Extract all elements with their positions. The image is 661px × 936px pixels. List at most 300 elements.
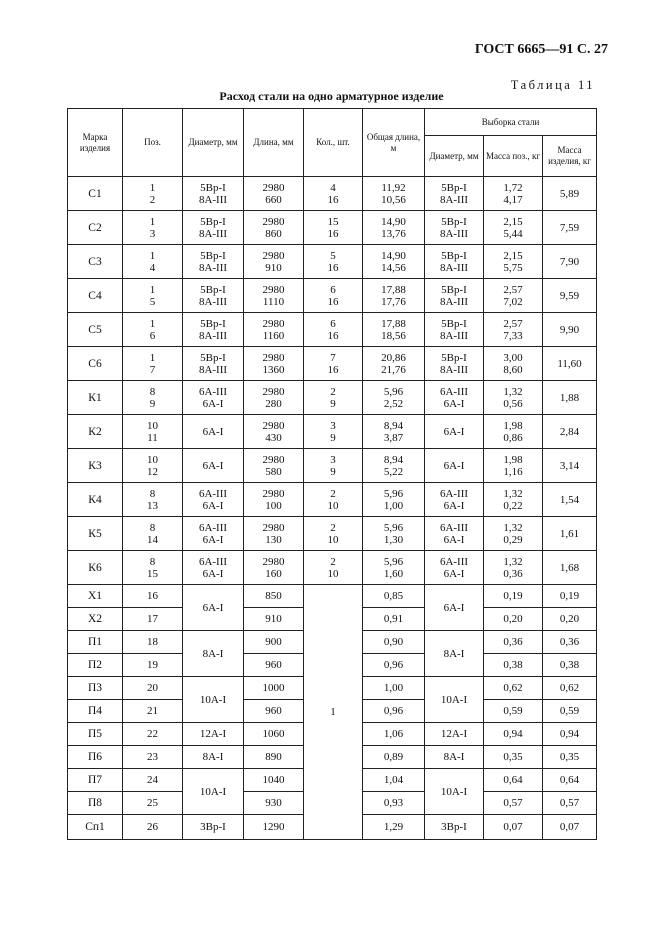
cell-v-diameter xyxy=(425,245,484,279)
cell-mass-poz: 0,20 xyxy=(484,608,543,631)
cell-length xyxy=(244,551,304,585)
cell-mass-poz xyxy=(484,551,543,585)
cell-line: 4,17 xyxy=(503,193,523,206)
cell-mark: К4 xyxy=(68,483,123,517)
cell-v-diameter xyxy=(425,211,484,245)
cell-line: 1,30 xyxy=(383,533,404,546)
cell-line: 280 xyxy=(265,397,282,410)
table-row xyxy=(68,381,597,415)
table-row xyxy=(68,585,597,608)
table-row xyxy=(68,415,597,449)
cell-poz xyxy=(123,279,183,313)
cell-total-length: 0,85 xyxy=(363,585,425,608)
cell-length: 850 xyxy=(244,585,304,608)
cell-total-length xyxy=(363,313,425,347)
cell-v-diameter xyxy=(425,313,484,347)
cell-mass-item: 9,90 xyxy=(543,313,597,347)
cell-line: 10,56 xyxy=(381,193,406,206)
cell-diameter xyxy=(183,517,244,551)
cell-v-diameter xyxy=(425,517,484,551)
cell-line: 7,33 xyxy=(503,329,523,342)
cell-line: 8А-III xyxy=(439,329,469,342)
cell-v-diameter xyxy=(425,279,484,313)
col-total-length-header: Общая длина, м xyxy=(363,109,425,177)
cell-count xyxy=(304,449,363,483)
cell-poz xyxy=(123,415,183,449)
cell-mark: П8 xyxy=(68,792,123,815)
cell-line: 6А-I xyxy=(443,459,465,472)
cell-line: 6А-I xyxy=(202,397,224,410)
cell-line: 10 xyxy=(327,567,339,580)
cell-line: 3,00 xyxy=(503,351,523,364)
cell-mass-poz xyxy=(484,415,543,449)
col-vyborka-header: Выборка стали xyxy=(425,109,597,136)
col-v-mass-item-header: Масса изделия, кг xyxy=(543,136,597,177)
cell-line: 5Вр-I xyxy=(441,351,467,364)
cell-total-length xyxy=(363,483,425,517)
cell-v-diameter xyxy=(425,347,484,381)
cell-v-diameter: 10А-I xyxy=(425,769,484,815)
cell-count xyxy=(304,211,363,245)
table-title: Расход стали на одно арматурное изделие xyxy=(219,89,444,103)
cell-line: 2,15 xyxy=(503,215,523,228)
cell-line: 0,86 xyxy=(503,431,523,444)
table-row xyxy=(68,279,597,313)
col-count-header: Кол., шт. xyxy=(304,109,363,177)
cell-line: 2980 xyxy=(262,181,285,194)
cell-poz: 17 xyxy=(123,608,183,631)
cell-mark: П6 xyxy=(68,746,123,769)
cell-line: 6А-I xyxy=(443,425,465,438)
cell-line: 9 xyxy=(330,397,336,410)
cell-line: 9 xyxy=(330,431,336,444)
cell-mark: П3 xyxy=(68,677,123,700)
cell-poz: 20 xyxy=(123,677,183,700)
cell-count xyxy=(304,415,363,449)
cell-mark: К6 xyxy=(68,551,123,585)
cell-mass-poz: 0,36 xyxy=(484,631,543,654)
cell-line: 1,60 xyxy=(383,567,404,580)
cell-line: 1,72 xyxy=(503,181,523,194)
cell-mark: С3 xyxy=(68,245,123,279)
cell-mass-poz: 0,62 xyxy=(484,677,543,700)
cell-v-diameter: 8А-I xyxy=(425,631,484,677)
table-row xyxy=(68,483,597,517)
cell-poz: 19 xyxy=(123,654,183,677)
cell-line: 1,00 xyxy=(383,499,404,512)
cell-mark: С2 xyxy=(68,211,123,245)
cell-line: 2 xyxy=(149,193,156,206)
cell-mass-poz xyxy=(484,211,543,245)
col-v-diameter-header: Диаметр, мм xyxy=(425,136,484,177)
cell-line: 10 xyxy=(327,533,339,546)
cell-length: 960 xyxy=(244,700,304,723)
cell-mass-poz xyxy=(484,381,543,415)
cell-line: 21,76 xyxy=(381,363,406,376)
cell-line: 16 xyxy=(327,227,339,240)
cell-mark: П5 xyxy=(68,723,123,746)
cell-line: 5Вр-I xyxy=(441,283,467,296)
cell-line: 11 xyxy=(147,431,158,444)
cell-total-length: 1,00 xyxy=(363,677,425,700)
cell-length xyxy=(244,381,304,415)
cell-line: 2980 xyxy=(262,283,285,296)
cell-line: 2,15 xyxy=(503,249,523,262)
cell-line: 8 xyxy=(149,385,156,398)
cell-poz xyxy=(123,347,183,381)
cell-line: 5Вр-I xyxy=(200,317,226,330)
cell-poz: 23 xyxy=(123,746,183,769)
cell-line: 1 xyxy=(149,249,156,262)
cell-mark: К5 xyxy=(68,517,123,551)
cell-poz xyxy=(123,517,183,551)
cell-line: 1 xyxy=(149,215,156,228)
table-number: Таблица 11 xyxy=(510,78,595,92)
cell-line: 2980 xyxy=(262,487,285,500)
cell-line: 16 xyxy=(327,363,339,376)
cell-count xyxy=(304,245,363,279)
cell-line: 1,32 xyxy=(503,555,523,568)
cell-line: 8 xyxy=(149,487,156,500)
cell-total-length: 0,93 xyxy=(363,792,425,815)
cell-line: 0,56 xyxy=(503,397,523,410)
cell-line: 2,57 xyxy=(503,283,523,296)
cell-line: 8А-III xyxy=(439,193,469,206)
cell-diameter: 8А-I xyxy=(183,631,244,677)
cell-total-length xyxy=(363,347,425,381)
cell-line: 5,96 xyxy=(383,555,404,568)
cell-line: 16 xyxy=(327,295,339,308)
cell-poz: 16 xyxy=(123,585,183,608)
cell-mass-poz: 0,38 xyxy=(484,654,543,677)
cell-line: 580 xyxy=(265,465,282,478)
cell-diameter: 12А-I xyxy=(183,723,244,746)
cell-line: 3 xyxy=(330,453,336,466)
cell-line: 8А-III xyxy=(439,295,469,308)
cell-poz xyxy=(123,449,183,483)
cell-line: 20,86 xyxy=(381,351,406,364)
cell-total-length xyxy=(363,211,425,245)
cell-mass-poz: 0,57 xyxy=(484,792,543,815)
cell-line: 8,94 xyxy=(383,419,404,432)
cell-total-length xyxy=(363,177,425,211)
cell-mass-poz xyxy=(484,279,543,313)
cell-line: 8А-III xyxy=(198,227,228,240)
cell-v-diameter xyxy=(425,551,484,585)
cell-line: 1 xyxy=(149,181,156,194)
cell-mark: П1 xyxy=(68,631,123,654)
cell-mark: С1 xyxy=(68,177,123,211)
cell-mark: П2 xyxy=(68,654,123,677)
cell-total-length xyxy=(363,449,425,483)
cell-line: 6А-III xyxy=(198,555,228,568)
table-row xyxy=(68,211,597,245)
cell-mass-poz: 0,64 xyxy=(484,769,543,792)
cell-line: 16 xyxy=(327,329,339,342)
cell-line: 2,57 xyxy=(503,317,523,330)
cell-mass-item: 0,59 xyxy=(543,700,597,723)
cell-mark: П4 xyxy=(68,700,123,723)
cell-line: 5 xyxy=(330,249,336,262)
cell-diameter: 10А-I xyxy=(183,677,244,723)
cell-line: 5Вр-I xyxy=(441,181,467,194)
cell-line: 7 xyxy=(149,363,156,376)
cell-line: 7,02 xyxy=(503,295,523,308)
cell-diameter xyxy=(183,347,244,381)
cell-line: 13,76 xyxy=(381,227,406,240)
cell-line: 2980 xyxy=(262,453,285,466)
cell-line: 2980 xyxy=(262,419,285,432)
cell-poz: 22 xyxy=(123,723,183,746)
cell-line: 5Вр-I xyxy=(441,317,467,330)
cell-line: 14,90 xyxy=(381,249,406,262)
cell-line: 6А-I xyxy=(202,425,224,438)
cell-length: 930 xyxy=(244,792,304,815)
cell-length xyxy=(244,177,304,211)
cell-v-diameter xyxy=(425,449,484,483)
cell-line: 8А-III xyxy=(198,295,228,308)
cell-line: 2 xyxy=(330,555,336,568)
cell-count xyxy=(304,279,363,313)
cell-line: 10 xyxy=(147,419,158,432)
cell-diameter: 10А-I xyxy=(183,769,244,815)
cell-line: 4 xyxy=(330,181,336,194)
cell-line: 2980 xyxy=(262,215,285,228)
cell-line: 5,44 xyxy=(503,227,523,240)
cell-poz: 21 xyxy=(123,700,183,723)
cell-line: 160 xyxy=(265,567,282,580)
cell-total-length: 0,91 xyxy=(363,608,425,631)
cell-line: 910 xyxy=(265,261,282,274)
cell-v-diameter xyxy=(425,483,484,517)
cell-total-length: 0,96 xyxy=(363,700,425,723)
cell-line: 1,32 xyxy=(503,385,523,398)
cell-length xyxy=(244,483,304,517)
cell-mass-poz: 0,94 xyxy=(484,723,543,746)
table-row xyxy=(68,177,597,211)
col-v-mass-poz-header: Масса поз., кг xyxy=(484,136,543,177)
cell-line: 430 xyxy=(265,431,282,444)
cell-line: 15 xyxy=(327,215,339,228)
cell-mass-poz xyxy=(484,517,543,551)
cell-line: 9 xyxy=(149,397,156,410)
cell-mark: С5 xyxy=(68,313,123,347)
cell-line: 8А-III xyxy=(439,227,469,240)
cell-line: 16 xyxy=(327,193,339,206)
cell-line: 6А-III xyxy=(439,487,469,500)
cell-v-diameter: 12А-I xyxy=(425,723,484,746)
cell-diameter: 6А-I xyxy=(183,585,244,631)
cell-total-length: 1,04 xyxy=(363,769,425,792)
cell-line: 5Вр-I xyxy=(200,215,226,228)
cell-line: 9 xyxy=(330,465,336,478)
cell-mass-poz xyxy=(484,245,543,279)
cell-length: 900 xyxy=(244,631,304,654)
cell-mass-poz: 0,35 xyxy=(484,746,543,769)
cell-line: 5,22 xyxy=(383,465,404,478)
table-row xyxy=(68,347,597,381)
cell-line: 5,75 xyxy=(503,261,523,274)
cell-poz xyxy=(123,313,183,347)
cell-line: 8,94 xyxy=(383,453,404,466)
cell-line: 8А-III xyxy=(198,329,228,342)
cell-poz: 18 xyxy=(123,631,183,654)
cell-line: 6 xyxy=(330,283,336,296)
cell-line: 0,29 xyxy=(503,533,523,546)
cell-line: 1 xyxy=(149,317,156,330)
cell-line: 6А-III xyxy=(198,487,228,500)
cell-mass-item: 9,59 xyxy=(543,279,597,313)
cell-count xyxy=(304,551,363,585)
table-body xyxy=(68,177,597,840)
cell-poz xyxy=(123,211,183,245)
cell-diameter xyxy=(183,483,244,517)
cell-mass-poz xyxy=(484,449,543,483)
col-poz-header: Поз. xyxy=(123,109,183,177)
cell-line: 5Вр-I xyxy=(200,181,226,194)
cell-line: 6 xyxy=(330,317,336,330)
cell-mass-item: 0,35 xyxy=(543,746,597,769)
cell-mass-item: 3,14 xyxy=(543,449,597,483)
cell-line: 130 xyxy=(265,533,282,546)
cell-poz xyxy=(123,551,183,585)
cell-line: 1 xyxy=(149,283,156,296)
cell-line: 2980 xyxy=(262,555,285,568)
cell-line: 6А-III xyxy=(439,521,469,534)
cell-line: 17,88 xyxy=(381,283,406,296)
cell-length xyxy=(244,347,304,381)
cell-line: 8 xyxy=(149,521,156,534)
cell-poz: 24 xyxy=(123,769,183,792)
cell-mass-item: 0,19 xyxy=(543,585,597,608)
cell-line: 6А-III xyxy=(439,555,469,568)
col-diameter-header: Диаметр, мм xyxy=(183,109,244,177)
table-row xyxy=(68,449,597,483)
cell-v-diameter xyxy=(425,381,484,415)
cell-length: 1040 xyxy=(244,769,304,792)
cell-diameter xyxy=(183,177,244,211)
cell-line: 1 xyxy=(149,351,156,364)
cell-total-length: 0,90 xyxy=(363,631,425,654)
cell-diameter xyxy=(183,415,244,449)
cell-line: 860 xyxy=(265,227,282,240)
cell-length: 890 xyxy=(244,746,304,769)
cell-line: 2,52 xyxy=(383,397,404,410)
cell-line: 14,90 xyxy=(381,215,406,228)
cell-diameter: 8А-I xyxy=(183,746,244,769)
cell-line: 2980 xyxy=(262,317,285,330)
cell-line: 10 xyxy=(147,453,158,466)
cell-line: 5,96 xyxy=(383,521,404,534)
cell-line: 2980 xyxy=(262,385,285,398)
cell-mark: К1 xyxy=(68,381,123,415)
cell-total-length: 1,29 xyxy=(363,815,425,840)
cell-line: 5Вр-I xyxy=(441,215,467,228)
cell-line: 8А-III xyxy=(439,261,469,274)
cell-mass-item: 0,57 xyxy=(543,792,597,815)
cell-length: 1290 xyxy=(244,815,304,840)
cell-line: 2980 xyxy=(262,351,285,364)
cell-v-diameter: 10А-I xyxy=(425,677,484,723)
cell-length xyxy=(244,279,304,313)
cell-count xyxy=(304,483,363,517)
cell-mass-poz: 0,07 xyxy=(484,815,543,840)
cell-line: 5Вр-I xyxy=(200,351,226,364)
cell-mass-item: 0,38 xyxy=(543,654,597,677)
cell-total-length xyxy=(363,415,425,449)
cell-length: 910 xyxy=(244,608,304,631)
cell-line: 5Вр-I xyxy=(200,283,226,296)
col-marka-header: Марка изделия xyxy=(68,109,123,177)
cell-mass-item: 0,36 xyxy=(543,631,597,654)
table-row xyxy=(68,245,597,279)
cell-diameter: 3Вр-I xyxy=(183,815,244,840)
cell-line: 10 xyxy=(327,499,339,512)
cell-length xyxy=(244,517,304,551)
cell-length xyxy=(244,449,304,483)
cell-mass-poz: 0,59 xyxy=(484,700,543,723)
cell-line: 6А-I xyxy=(202,567,224,580)
cell-line: 6А-III xyxy=(198,521,228,534)
cell-poz xyxy=(123,177,183,211)
cell-mass-poz xyxy=(484,347,543,381)
cell-line: 5,96 xyxy=(383,487,404,500)
cell-mass-item: 7,59 xyxy=(543,211,597,245)
cell-mass-item: 0,07 xyxy=(543,815,597,840)
cell-line: 6А-I xyxy=(443,499,465,512)
cell-line: 5Вр-I xyxy=(441,249,467,262)
cell-mass-item: 1,88 xyxy=(543,381,597,415)
cell-mass-item: 11,60 xyxy=(543,347,597,381)
cell-mass-poz xyxy=(484,483,543,517)
cell-line: 1,32 xyxy=(503,487,523,500)
cell-count xyxy=(304,313,363,347)
cell-line: 12 xyxy=(147,465,158,478)
cell-mass-item: 5,89 xyxy=(543,177,597,211)
cell-line: 5,96 xyxy=(383,385,404,398)
cell-line: 15 xyxy=(147,567,158,580)
cell-mark: К3 xyxy=(68,449,123,483)
cell-total-length xyxy=(363,381,425,415)
cell-mass-poz: 0,19 xyxy=(484,585,543,608)
cell-total-length: 1,06 xyxy=(363,723,425,746)
table-row xyxy=(68,551,597,585)
cell-mark: Х2 xyxy=(68,608,123,631)
cell-line: 6А-I xyxy=(443,567,465,580)
cell-count xyxy=(304,517,363,551)
cell-total-length xyxy=(363,279,425,313)
cell-line: 14 xyxy=(147,533,158,546)
steel-consumption-table xyxy=(67,108,597,840)
cell-line: 5Вр-I xyxy=(200,249,226,262)
cell-mass-item: 0,20 xyxy=(543,608,597,631)
cell-mass-poz xyxy=(484,313,543,347)
gost-header: ГОСТ 6665—91 С. 27 xyxy=(474,42,608,57)
cell-mass-item: 1,61 xyxy=(543,517,597,551)
cell-mass-poz xyxy=(484,177,543,211)
cell-line: 14,56 xyxy=(381,261,406,274)
cell-line: 6А-III xyxy=(439,385,469,398)
cell-mass-item: 0,62 xyxy=(543,677,597,700)
cell-diameter xyxy=(183,449,244,483)
cell-diameter xyxy=(183,381,244,415)
cell-line: 0,22 xyxy=(503,499,523,512)
cell-diameter xyxy=(183,279,244,313)
cell-mark: К2 xyxy=(68,415,123,449)
cell-v-diameter xyxy=(425,415,484,449)
cell-mark: Сп1 xyxy=(68,815,123,840)
cell-line: 1,16 xyxy=(503,465,523,478)
